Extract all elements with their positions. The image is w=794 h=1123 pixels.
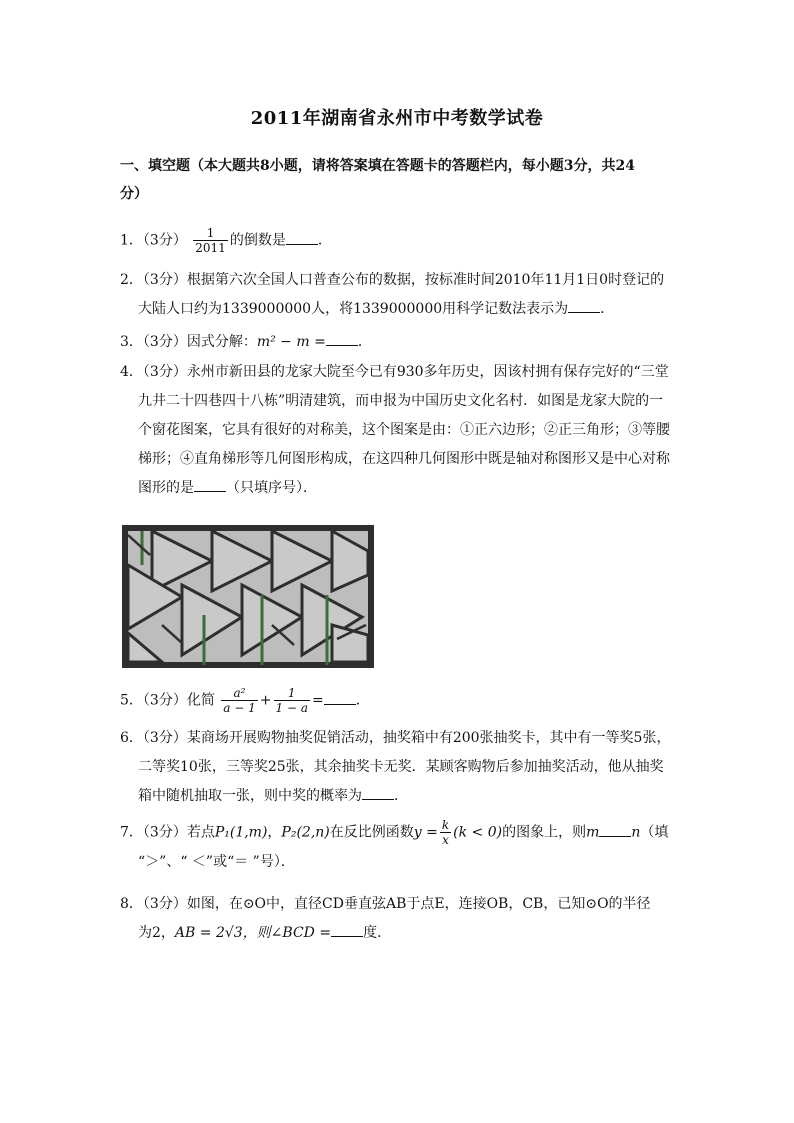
answer-blank xyxy=(331,922,363,937)
question-4: 4．（3分）永州市新田县的龙家大院至今已有930多年历史，因该村拥有保存完好的“三堂 九井二十四巷四十八栋”明清建筑，而申报为中国历史文化名村．如图是龙家大院的一 个窗花图案，它具有很好的对称美，这个图案是由：①正六边形；②正三角形；③等腰 梯形；④直角梯形等几何图形构成，在这四种几何图形中既是轴对称图形又是中心对称 图形的是 （只填序号）． xyxy=(120,364,670,496)
answer-blank xyxy=(568,298,600,313)
window-lattice-pattern xyxy=(122,525,374,668)
fraction: $\frac{1}{2011}$ xyxy=(195,226,226,255)
answer-blank xyxy=(599,822,631,837)
answer-blank xyxy=(194,477,226,492)
answer-blank xyxy=(362,785,394,800)
question-8: 8．（3分）如图，在⊙O中，直径CD垂直弦AB于点E，连接OB，CB，已知⊙O的半径 为2，AB = 2√3，则∠BCD = 度． xyxy=(120,896,651,941)
question-5: 5．（3分）化简 $\frac{\text{a²}}{a - 1}$ + $\frac{1}{1 - a}$ = ． xyxy=(120,686,370,715)
question-7: 7．（3分）若点P₁(1,m)，P₂(2,n)在反比例函数y = $\frac{k}{x}$ (k < 0)的图象上，则m n（填 “＞”、“ ＜”或“＝ ”号）． xyxy=(120,818,669,870)
section-heading: 一、填空题（本大题共8小题，请将答案填在答题卡的答题栏内，每小题3分，共24 分） xyxy=(120,158,635,202)
fraction: $\frac{1}{1 - a}$ xyxy=(275,686,308,715)
fraction: $\frac{\text{a²}}{a - 1}$ xyxy=(223,686,256,715)
question-6: 6．（3分）某商场开展购物抽奖促销活动，抽奖箱中有200张抽奖卡，其中有一等奖5张， 二等奖10张，三等奖25张，其余抽奖卡无奖．某顾客购物后参加抽奖活动，他从抽奖 箱中随机抽取一张，则中奖的概率为 ． xyxy=(120,730,671,804)
page-title: 2011年湖南省永州市中考数学试卷 xyxy=(250,108,544,129)
question-1: 1．（3分） $\frac{1}{2011}$ 的倒数是 ． xyxy=(120,226,332,255)
answer-blank xyxy=(326,331,358,346)
fraction: $\frac{k}{x}$ xyxy=(441,818,450,847)
question-2: 2．（3分）根据第六次全国人口普查公布的数据，按标准时间2010年11月1日0时登记的 大陆人口约为1339000000人，将1339000000用科学记数法表示为 ． xyxy=(120,272,665,317)
answer-blank xyxy=(286,230,318,245)
question-3: 3．（3分）因式分解：m² − m = ． xyxy=(120,328,685,357)
answer-blank xyxy=(324,690,356,705)
